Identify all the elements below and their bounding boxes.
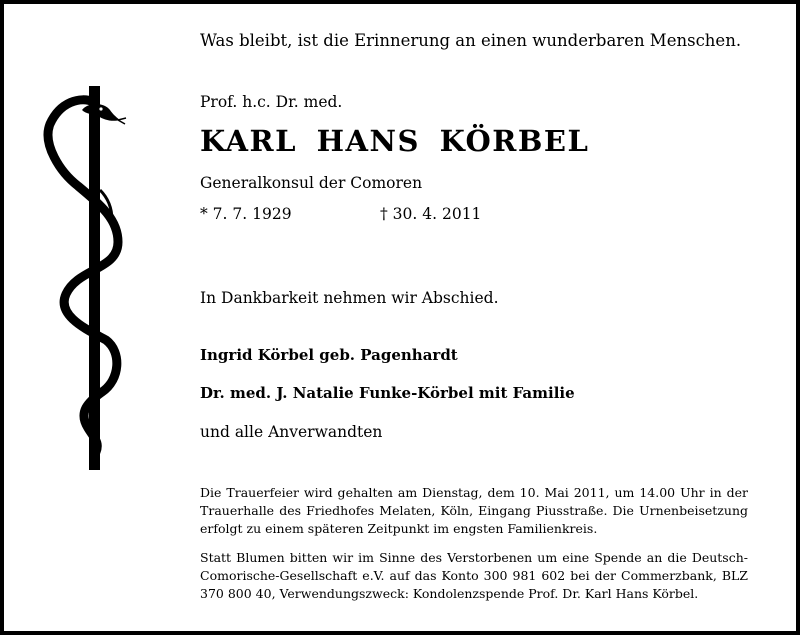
death-date: † 30. 4. 2011 [380, 205, 482, 223]
rod-of-asclepius-icon [38, 80, 138, 475]
deceased-role: Generalkonsul der Comoren [200, 174, 423, 192]
donation-info-paragraph: Statt Blumen bitten wir im Sinne des Verstorbenen um eine Spende an die Deutsch-Comorische-Gesellschaft e.V. auf das Konto 300 981 602 bei der Commerzbank, BLZ 370 800 40, Verwendungszweck: Kondolenzspende Prof. Dr. Karl Hans Körbel. [200, 550, 748, 601]
service-info-paragraph: Die Trauerfeier wird gehalten am Dienstag, dem 10. Mai 2011, um 14.00 Uhr in der Trauerhalle des Friedhofes Melaten, Köln, Eingang Piusstraße. Die Urnenbeisetzung erfolgt zu einem späteren Zeitpunkt im engsten Familienkreis. [200, 485, 748, 536]
mourner-name: Dr. med. J. Natalie Funke-Körbel mit Familie [200, 384, 575, 402]
mourner-name: Ingrid Körbel geb. Pagenhardt [200, 346, 458, 364]
deceased-name: KARL HANS KÖRBEL [200, 124, 590, 158]
farewell-line: In Dankbarkeit nehmen wir Abschied. [200, 289, 499, 307]
relatives-line: und alle Anverwandten [200, 423, 383, 441]
academic-title: Prof. h.c. Dr. med. [200, 93, 343, 111]
birth-date: * 7. 7. 1929 [200, 205, 292, 223]
motto: Was bleibt, ist die Erinnerung an einen wunderbaren Menschen. [200, 31, 742, 50]
